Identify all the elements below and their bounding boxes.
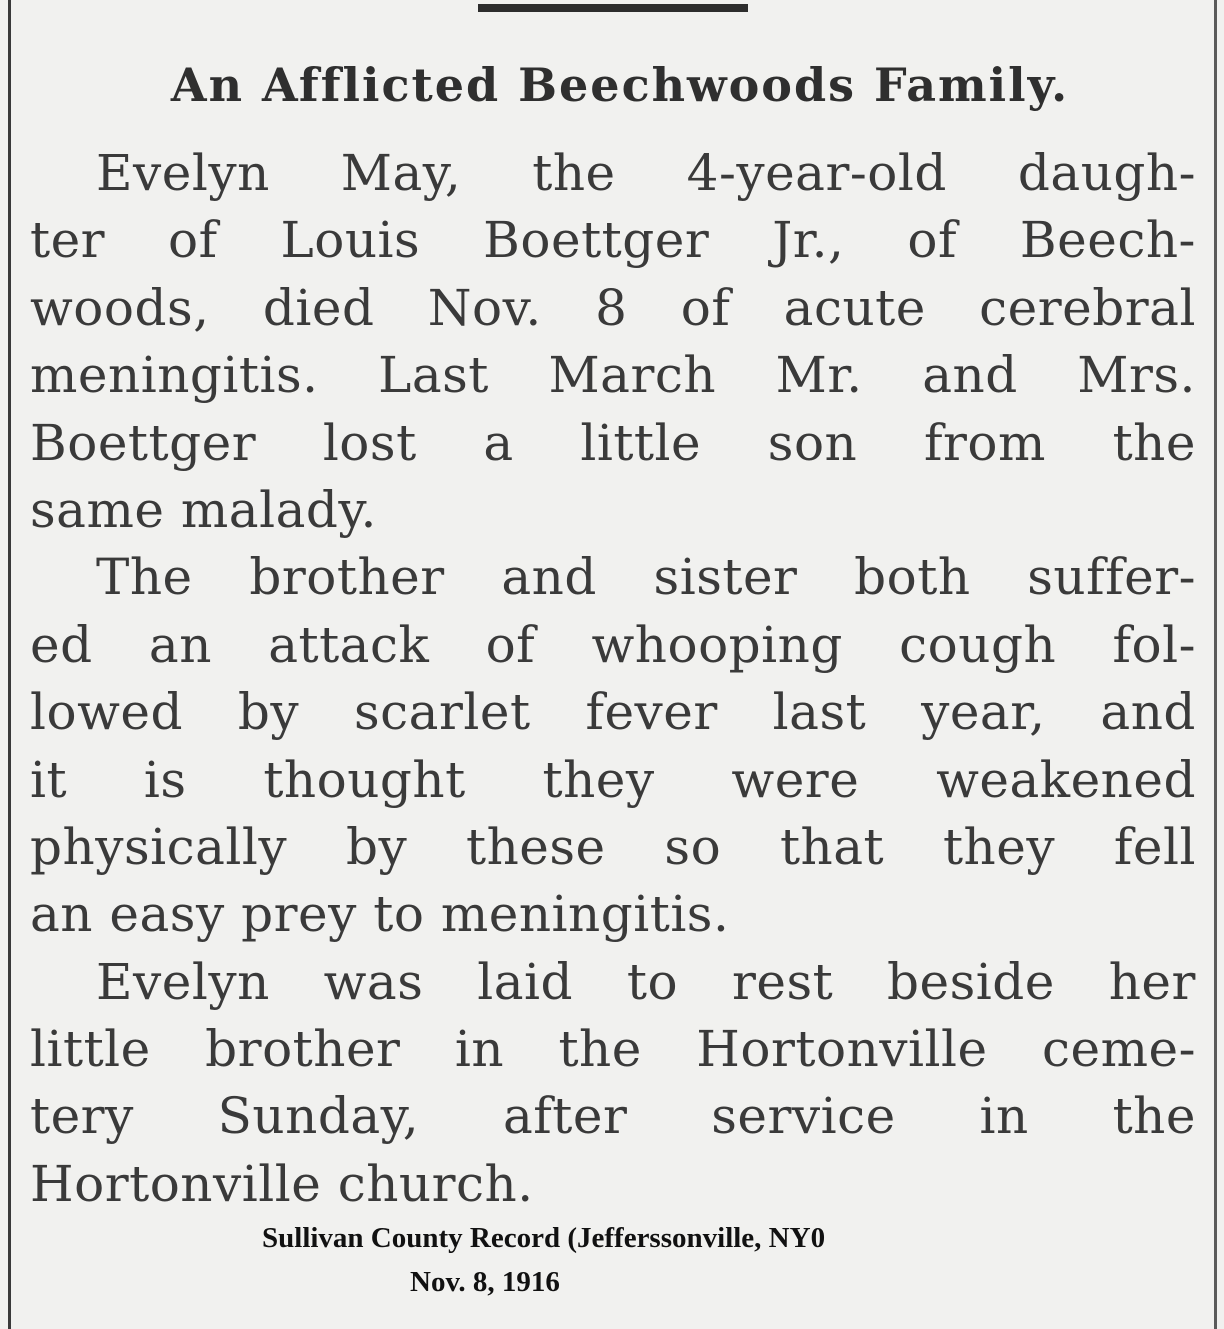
left-column-rule (8, 0, 11, 1329)
article-line: tery Sunday, after service in the (30, 1087, 1196, 1146)
right-column-rule (1214, 0, 1217, 1329)
article-line: little brother in the Hortonville ceme- (30, 1020, 1196, 1079)
article-line: an easy prey to meningitis. (30, 885, 730, 944)
article-body (30, 140, 1196, 1218)
article-line: Evelyn May, the 4-year-old daugh- (96, 144, 1196, 202)
article-line: physically by these so that they fell (30, 817, 1196, 876)
article-line: woods, died Nov. 8 of acute cerebral (30, 278, 1196, 337)
article-line: same malady. (30, 480, 377, 539)
article-line: ter of Louis Boettger Jr., of Beech- (30, 211, 1196, 270)
article-line: Hortonville church. (30, 1154, 534, 1213)
source-publication: Sullivan County Record (Jefferssonville, NY0 (262, 1222, 826, 1254)
article-line: ed an attack of whooping cough fol- (30, 615, 1196, 674)
article-line: it is thought they were weakened (30, 750, 1196, 809)
article-line: lowed by scarlet fever last year, and (30, 683, 1196, 742)
article-line: Evelyn was laid to rest beside her (96, 952, 1196, 1011)
top-rule (478, 4, 748, 12)
article-headline: An Afflicted Beechwoods Family. (170, 58, 1070, 112)
article-line: meningitis. Last March Mr. and Mrs. (30, 346, 1196, 405)
article-line: The brother and sister both suffer- (96, 548, 1196, 607)
source-date: Nov. 8, 1916 (410, 1266, 560, 1298)
article-line: Boettger lost a little son from the (30, 413, 1196, 472)
